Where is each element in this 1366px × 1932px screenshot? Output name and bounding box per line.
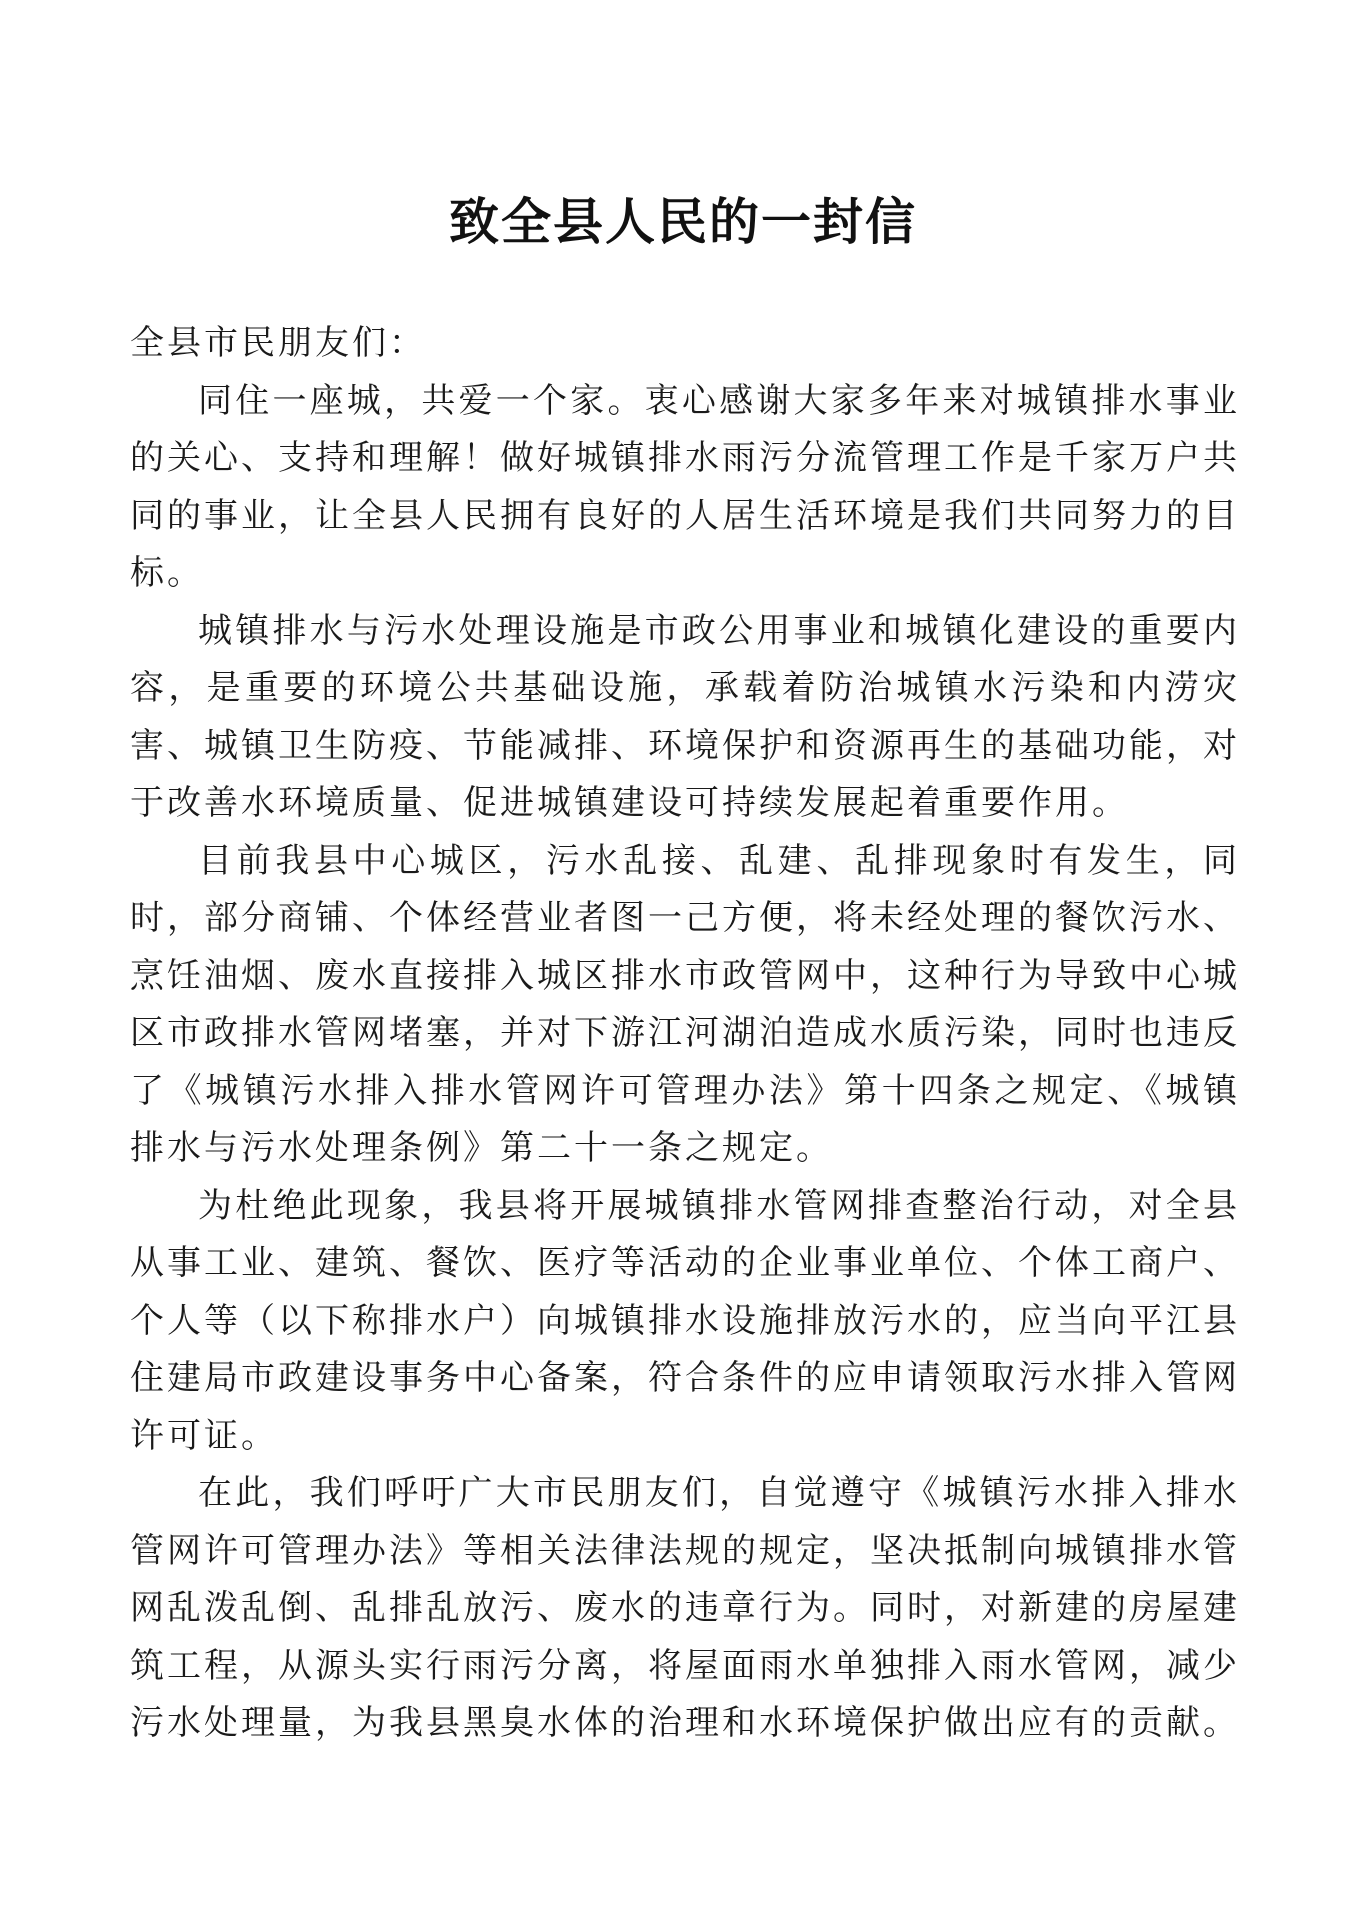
letter-paragraph: 为杜绝此现象，我县将开展城镇排水管网排查整治行动，对全县从事工业、建筑、餐饮、医疗等活动的企业事业单位、个体工商户、个人等（以下称排水户）向城镇排水设施排放污水的，应当向平江县住建局市政建设事务中心备案，符合条件的应申请领取污水排入管网许可证。 [130,1185,1240,1456]
letter-paragraph: 同住一座城，共爱一个家。衷心感谢大家多年来对城镇排水事业的关心、支持和理解！做好城镇排水雨污分流管理工作是千家万户共同的事业，让全县人民拥有良好的人居生活环境是我们共同努力的目标。 [130,380,1240,593]
letter-title: 致全县人民的一封信 [449,192,917,251]
letter-paragraph: 目前我县中心城区，污水乱接、乱建、乱排现象时有发生，同时，部分商铺、个体经营业者图一己方便，将未经处理的餐饮污水、烹饪油烟、废水直接排入城区排水市政管网中，这种行为导致中心城区市政排水管网堵塞，并对下游江河湖泊造成水质污染，同时也违反了《城镇污水排入排水管网许可管理办法》第十四条之规定、《城镇排水与污水处理条例》第二十一条之规定。 [130,840,1240,1168]
letter-paragraph: 城镇排水与污水处理设施是市政公用事业和城镇化建设的重要内容，是重要的环境公共基础设施，承载着防治城镇水污染和内涝灾害、城镇卫生防疫、节能减排、环境保护和资源再生的基础功能，对于改善水环境质量、促进城镇建设可持续发展起着重要作用。 [130,610,1240,823]
letter-paragraph: 在此，我们呼吁广大市民朋友们，自觉遵守《城镇污水排入排水管网许可管理办法》等相关法律法规的规定，坚决抵制向城镇排水管网乱泼乱倒、乱排乱放污、废水的违章行为。同时，对新建的房屋建筑工程，从源头实行雨污分离，将屋面雨水单独排入雨水管网，减少污水处理量，为我县黑臭水体的治理和水环境保护做出应有的贡献。 [130,1473,1240,1743]
letter-salutation: 全县市民朋友们： [130,323,426,363]
letter-body [130,315,1240,1753]
